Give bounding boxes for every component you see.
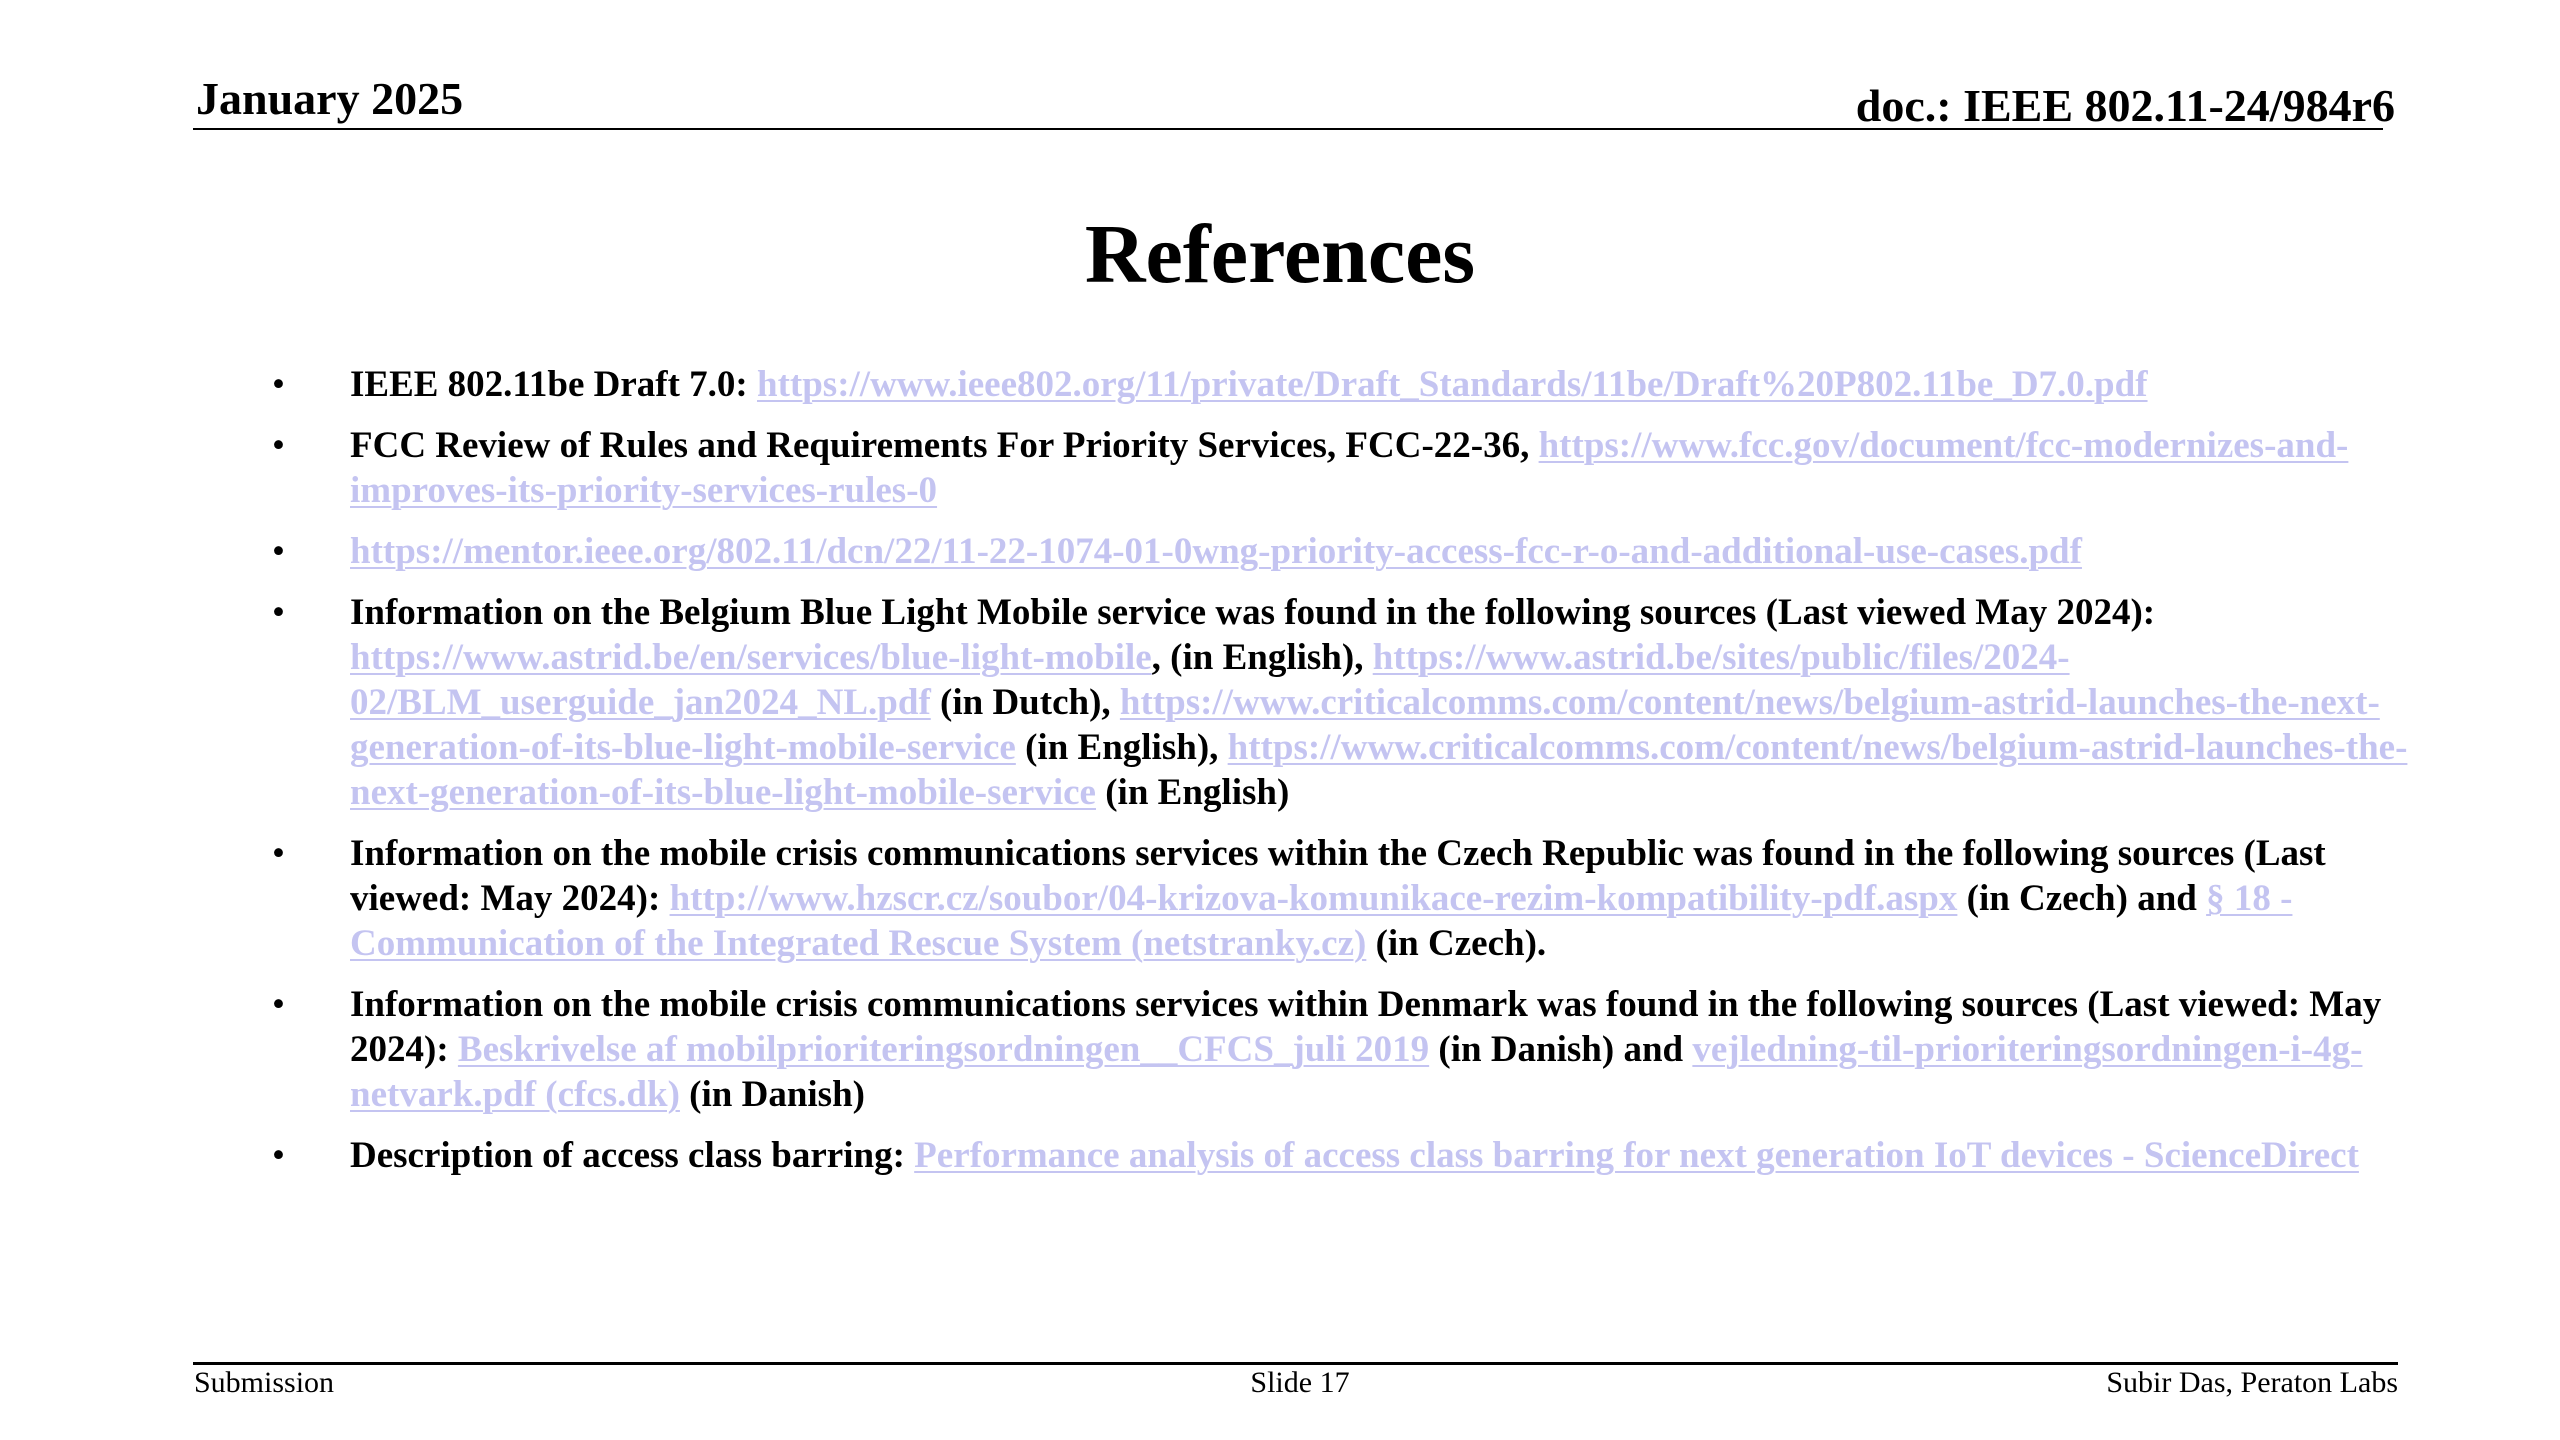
reference-text: (in English), bbox=[1015, 727, 1228, 768]
references-list bbox=[272, 362, 2432, 1194]
reference-link[interactable]: vejledning-til-prioriteringsordningen-i-4g-netvark.pdf (cfcs.dk) bbox=[350, 1029, 2363, 1115]
reference-item bbox=[272, 1133, 2432, 1178]
reference-item bbox=[272, 423, 2432, 513]
footer-submission: Submission bbox=[194, 1366, 335, 1399]
reference-text: Information on the Belgium Blue Light Mobile service was found in the following sources (Last viewed May 2024): bbox=[350, 592, 2156, 633]
reference-link[interactable]: https://mentor.ieee.org/802.11/dcn/22/11-22-1074-01-0wng-priority-access-fcc-r-o-and-additional-use-cases.pdf bbox=[350, 531, 2082, 572]
reference-item bbox=[272, 529, 2432, 574]
reference-text: Information on the mobile crisis communications services within the Czech Republic was found in the following sources (Last viewed: May 2024): bbox=[350, 833, 2326, 919]
header-rule bbox=[193, 128, 2383, 130]
reference-text: (in Czech) and bbox=[1957, 878, 2207, 919]
bullet-icon: • bbox=[272, 425, 285, 466]
reference-link[interactable]: https://www.astrid.be/sites/public/files/2024-02/BLM_userguide_jan2024_NL.pdf bbox=[350, 637, 2070, 723]
reference-item bbox=[272, 362, 2432, 407]
footer-author: Subir Das, Peraton Labs bbox=[2106, 1366, 2398, 1399]
bullet-icon: • bbox=[272, 531, 285, 572]
bullet-icon: • bbox=[272, 592, 285, 633]
reference-text: , (in English), bbox=[1151, 637, 1373, 678]
bullet-icon: • bbox=[272, 833, 285, 874]
reference-text: IEEE 802.11be Draft 7.0: bbox=[350, 364, 757, 405]
header-doc-id: doc.: IEEE 802.11-24/984r6 bbox=[1855, 80, 2395, 131]
footer-rule bbox=[193, 1362, 2398, 1365]
reference-link[interactable]: Beskrivelse af mobilprioriteringsordningen__CFCS_juli 2019 bbox=[457, 1029, 1430, 1070]
bullet-icon: • bbox=[272, 984, 285, 1025]
slide-title: References bbox=[1084, 208, 1476, 301]
reference-link[interactable]: https://www.criticalcomms.com/content/news/belgium-astrid-launches-the-next-generation-of-its-blue-light-mobile-service bbox=[350, 727, 2408, 813]
reference-link[interactable]: https://www.criticalcomms.com/content/news/belgium-astrid-launches-the-next-generation-of-its-blue-light-mobile-service bbox=[350, 682, 2380, 768]
reference-item bbox=[272, 831, 2432, 966]
bullet-icon: • bbox=[272, 364, 285, 405]
reference-link[interactable]: Performance analysis of access class barring for next generation IoT devices - ScienceDirect bbox=[914, 1135, 2359, 1176]
reference-text: (in Danish) and bbox=[1429, 1029, 1693, 1070]
footer-slide-number: Slide 17 bbox=[1250, 1366, 1350, 1399]
reference-text: Description of access class barring: bbox=[350, 1135, 915, 1176]
reference-text: (in Dutch), bbox=[930, 682, 1120, 723]
reference-item bbox=[272, 590, 2432, 815]
reference-item bbox=[272, 982, 2432, 1117]
reference-text: (in Danish) bbox=[679, 1074, 865, 1115]
reference-link[interactable]: § 18 - Communication of the Integrated Rescue System (netstranky.cz) bbox=[350, 878, 2293, 964]
reference-link[interactable]: https://www.ieee802.org/11/private/Draft_Standards/11be/Draft%20P802.11be_D7.0.pdf bbox=[757, 364, 2148, 405]
reference-link[interactable]: https://www.astrid.be/en/services/blue-light-mobile bbox=[350, 637, 1152, 678]
reference-link[interactable]: http://www.hzscr.cz/soubor/04-krizova-komunikace-rezim-kompatibility-pdf.aspx bbox=[669, 878, 1958, 919]
bullet-icon: • bbox=[272, 1135, 285, 1176]
reference-text: FCC Review of Rules and Requirements For Priority Services, FCC-22-36, bbox=[350, 425, 1539, 466]
reference-text: (in Czech). bbox=[1366, 923, 1547, 964]
reference-text: Information on the mobile crisis communications services within Denmark was found in the following sources (Last viewed: May 2024): bbox=[350, 984, 2382, 1070]
reference-text: (in English) bbox=[1095, 772, 1290, 813]
header-date: January 2025 bbox=[196, 73, 464, 124]
reference-link[interactable]: https://www.fcc.gov/document/fcc-modernizes-and-improves-its-priority-services-rules-0 bbox=[350, 425, 2349, 511]
